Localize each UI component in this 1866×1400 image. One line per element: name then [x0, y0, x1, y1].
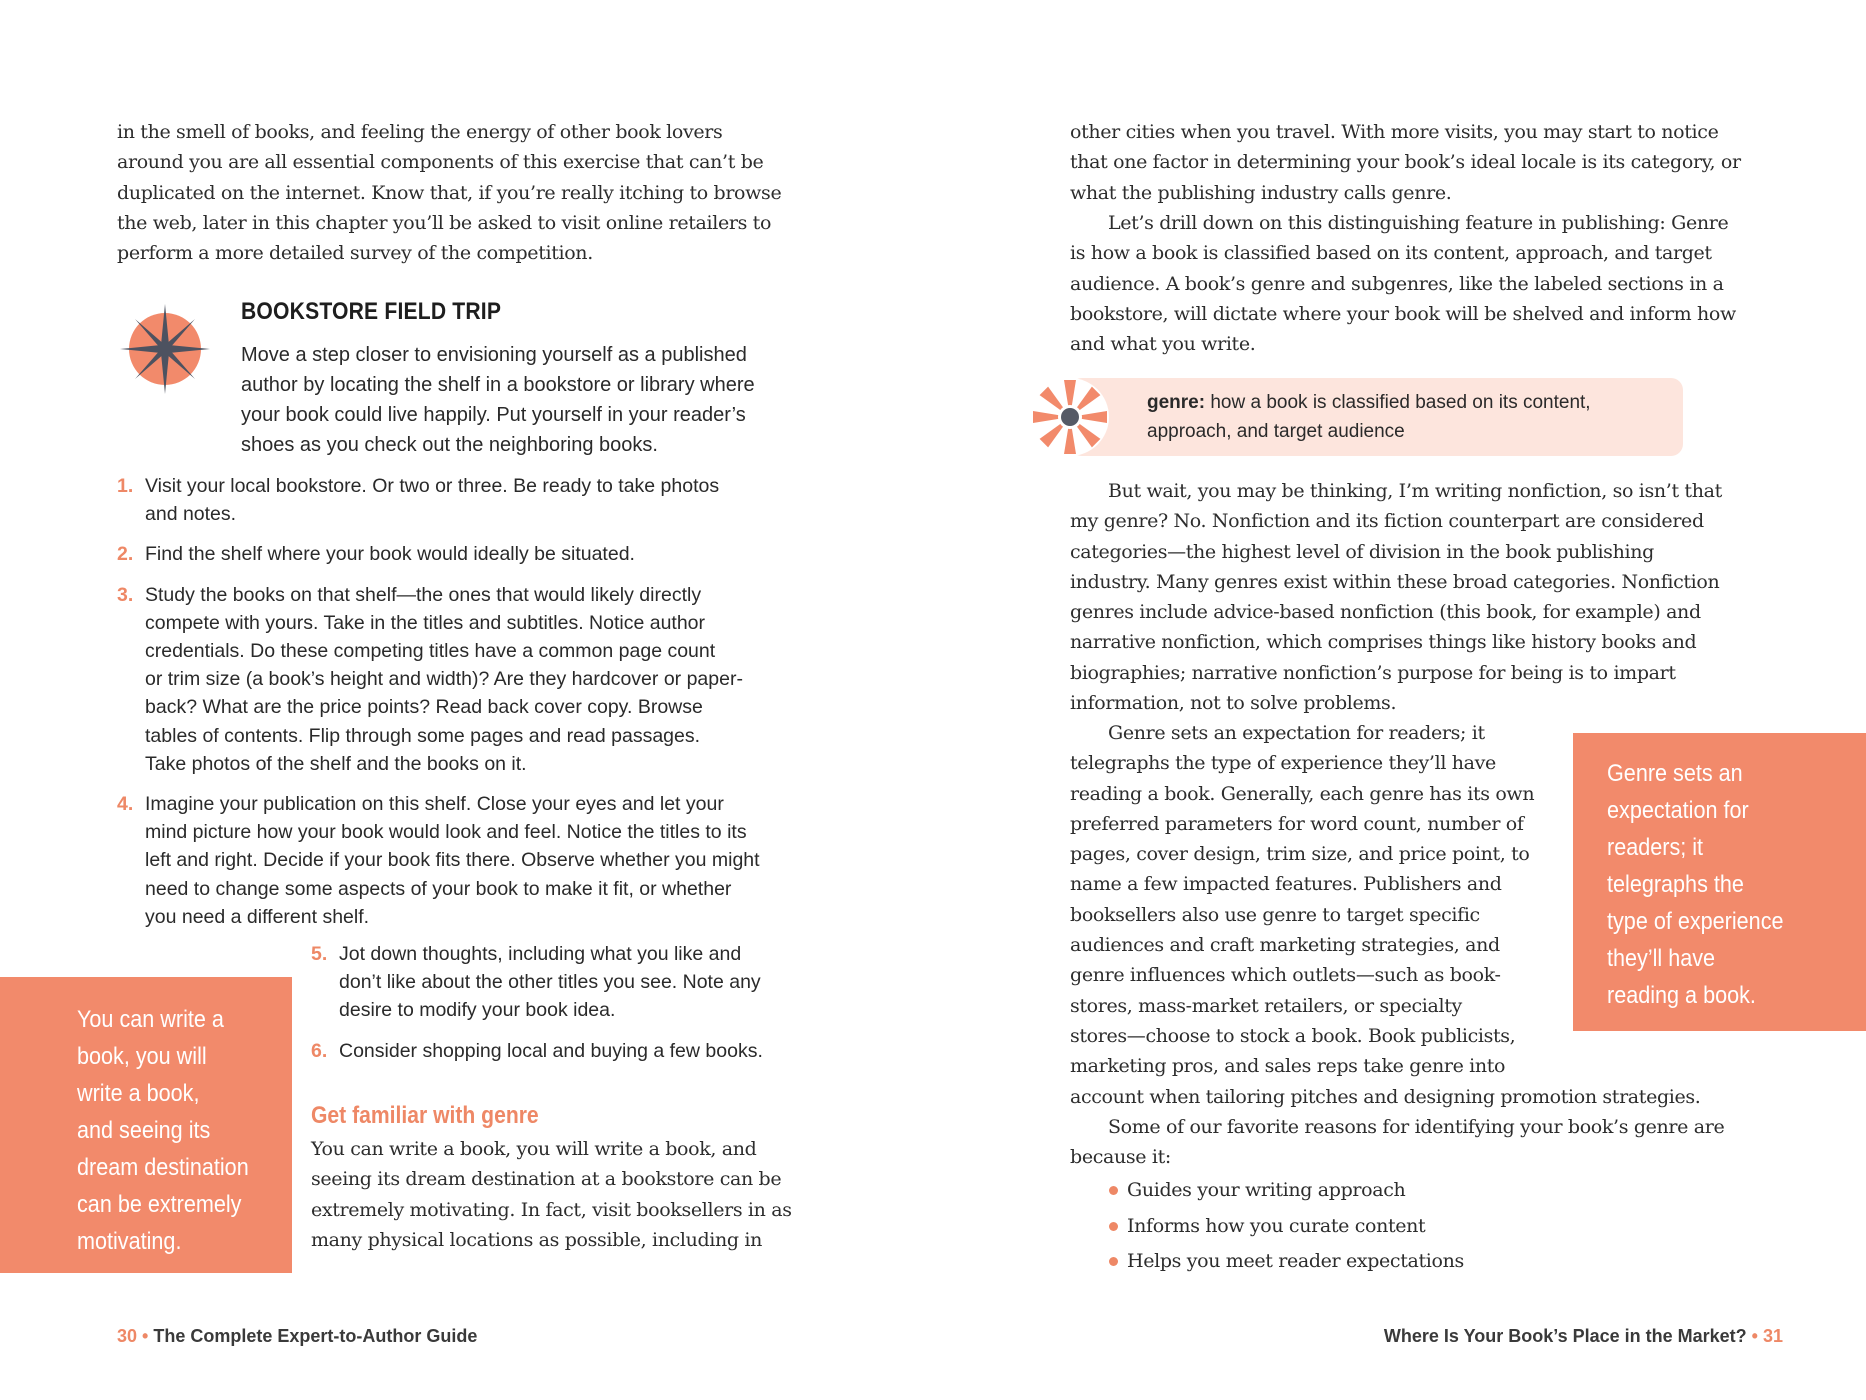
field-trip-intro: Move a step closer to envisioning yourself as a published author by locating the shelf in a bookstore or library where your book could live happily. Put yourself in your reader’s shoes as you check out the neighboring books.	[241, 344, 755, 456]
pull-quote: Genre sets an expectation for readers; it telegraphs the type of experience they’ll have reading a book.	[1573, 733, 1866, 1031]
compass-star-icon	[118, 302, 212, 396]
field-trip-steps-continued	[311, 940, 831, 1077]
intro-paragraph: in the smell of books, and feeling the energy of other book lovers around you are all essential components of this exercise that can’t be duplicated on the internet. Know that, if you’re really itching to browse the web, later in this chapter you’ll be asked to visit online retailers to perform a more detailed survey of the competition.	[117, 121, 782, 265]
paragraph-3: But wait, you may be thinking, I’m writing nonfiction, so isn’t that my genre? No. Nonfiction and its fiction counterpart are considered categories—the highest level of division in the book publishing industry. Many genres exist within these broad categories. Nonfiction genres include advice-based nonfiction (this book, for example) and narrative nonfiction, which comprises things like history books and biographies; narrative nonfiction’s purpose for being is to impart information, not to solve problems.	[1070, 480, 1722, 715]
pull-quote: You can write a book, you will write a book, and seeing its dream destination can be extremely motivating.	[0, 977, 292, 1273]
paragraph-5: Some of our favorite reasons for identifying your book’s genre are because it:	[1070, 1116, 1725, 1169]
list-item: 3. Study the books on that shelf—the ones that would likely directly compete with yours. Take in the titles and subtitles. Notice author credentials. Do these competing titles have a common page count or trim size (a book’s height and width)? Are they hardcover or paper- back? What are the price points? Read back cover copy. Browse tables of contents. Flip through some pages and read passages. Take photos of the shelf and the books on it.	[117, 583, 743, 775]
bullet-icon	[1109, 1186, 1118, 1195]
list-item: 4. Imagine your publication on this shelf. Close your eyes and let your mind picture how your book would look and feel. Notice the titles to its left and right. Decide if your book fits there. Observe whether you might need to change some aspects of your book to make it fit, or whether you need a different shelf.	[117, 793, 760, 928]
field-trip-steps	[117, 472, 817, 943]
list-item: Guides your writing approach	[1105, 1175, 1605, 1211]
list-item: 1. Visit your local bookstore. Or two or three. Be ready to take photos and notes.	[117, 475, 720, 526]
list-item: 6. Consider shopping local and buying a few books.	[311, 1039, 763, 1062]
page-footer-right: Where Is Your Book’s Place in the Market? • 31	[1383, 1326, 1783, 1346]
right-page	[933, 0, 1866, 1400]
paragraph-4: Genre sets an expectation for readers; it telegraphs the type of experience they’ll have reading a book. Generally, each genre has its own preferred parameters for word count, number of pages, cover design, trim size, and price point, to name a few impacted features. Publishers and booksellers also use genre to target specific audiences and craft marketing strategies, and genre influences which outlets—such as book- stores, mass-market retailers, or specialty stores—choose to stock a book. Book publicists, marketing pros, and sales reps take genre into account when tailoring pitches and designing promotion strategies.	[1070, 722, 1701, 1108]
list-item: Helps you meet reader expectations	[1105, 1246, 1605, 1282]
reasons-list	[1105, 1175, 1605, 1282]
glossary-term: genre:	[1147, 392, 1206, 413]
list-item: 5. Jot down thoughts, including what you like and don’t like about the other titles you see. Note any desire to modify your book idea.	[311, 943, 761, 1022]
list-item: Informs how you curate content	[1105, 1211, 1605, 1247]
sunburst-icon	[1030, 377, 1110, 457]
paragraph-1: other cities when you travel. With more visits, you may start to notice that one factor in determining your book’s ideal locale is its category, or what the publishing industry calls genre.	[1070, 121, 1741, 204]
paragraph-2: Let’s drill down on this distinguishing feature in publishing: Genre is how a book is classified based on its content, approach, and target audience. A book’s genre and subgenres, like the labeled sections in a bookstore, will dictate where your book will be shelved and inform how and what you write.	[1070, 212, 1736, 356]
genre-intro-paragraph: You can write a book, you will write a book, and seeing its dream destination at a bookstore can be extremely motivating. In fact, visit booksellers in as many physical locations as possible, including in	[311, 1138, 792, 1251]
glossary-definition: genre: how a book is classified based on its content, approach, and target audience	[1147, 392, 1591, 442]
list-item: 2. Find the shelf where your book would ideally be situated.	[117, 543, 635, 566]
bullet-icon	[1109, 1222, 1118, 1231]
page-footer-left: 30 • The Complete Expert-to-Author Guide	[117, 1326, 478, 1346]
field-trip-title: BOOKSTORE FIELD TRIP	[241, 298, 502, 325]
section-subhead: Get familiar with genre	[311, 1102, 539, 1129]
bullet-icon	[1109, 1257, 1118, 1266]
